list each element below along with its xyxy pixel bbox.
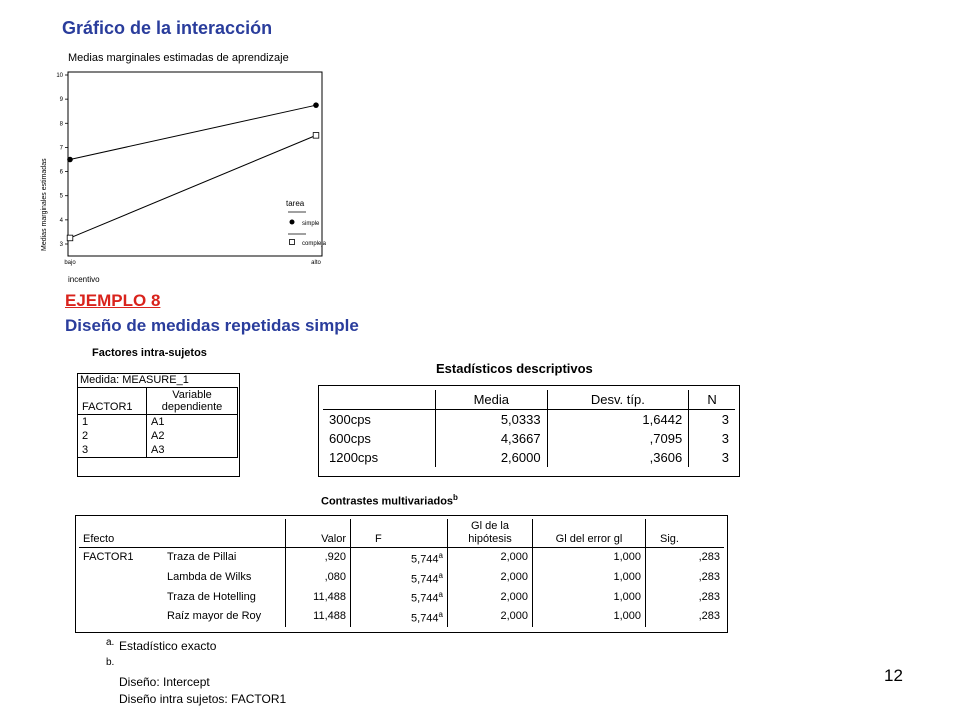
data-point-simple	[67, 157, 73, 163]
multivariados-box	[75, 515, 728, 633]
descriptivos-header-media: Media	[436, 390, 548, 410]
multivariados-title: Contrastes multivariados$^b$	[321, 493, 458, 508]
factores-title: Factores intra-sujetos	[92, 347, 207, 359]
legend-marker-simple	[290, 220, 295, 225]
y-tick-label: 3	[59, 242, 63, 248]
legend-title: tarea	[286, 199, 305, 208]
x-axis-label: incentivo	[68, 275, 100, 284]
table-row: Traza de Hotelling 11,488 5,744$^a$ 2,000 1,000 ,283	[79, 587, 724, 607]
table-row: 300cps 5,0333 1,6442 3	[323, 410, 735, 430]
y-tick-label: 10	[56, 73, 63, 79]
descriptivos-table	[323, 390, 735, 467]
chart-section-title: Gráfico de la interacción	[62, 18, 273, 38]
page-number: 12	[884, 666, 903, 685]
note-a-marker: a.	[106, 637, 115, 648]
mv-header-gl-error: Gl del error gl	[533, 519, 646, 548]
descriptivos-header-n: N	[689, 390, 735, 410]
chart-title: Medias marginales estimadas de aprendizaje	[68, 52, 289, 64]
factores-medida: Medida: MEASURE_1	[80, 374, 189, 386]
table-row: 600cps 4,3667 ,7095 3	[323, 429, 735, 448]
y-axis-label: Medias marginales estimadas	[41, 158, 48, 251]
factores-table	[77, 387, 238, 458]
y-tick-label: 6	[59, 169, 63, 176]
series-line-compleja	[70, 135, 316, 238]
y-tick-label: 4	[59, 217, 63, 224]
interaction-chart	[30, 46, 350, 286]
x-tick-label: bajo	[64, 260, 76, 266]
table-row: 2 A2	[78, 429, 238, 443]
factores-box	[77, 373, 240, 477]
mv-header-efecto: Efecto	[79, 519, 286, 548]
table-row: Raíz mayor de Roy 11,488 5,744$^a$ 2,000 1,000 ,283	[79, 607, 724, 627]
plot-frame	[68, 72, 322, 256]
factores-header-var: Variable dependiente	[147, 388, 238, 415]
y-tick-label: 8	[59, 121, 63, 128]
legend-marker-compleja	[290, 240, 295, 245]
legend-label-compleja: compleja	[302, 241, 327, 247]
table-row: Lambda de Wilks ,080 5,744$^a$ 2,000 1,000 ,283	[79, 568, 724, 588]
y-tick-label: 9	[59, 97, 63, 104]
mv-header-f: F	[351, 519, 448, 548]
table-row: 3 A3	[78, 443, 238, 458]
y-tick-label: 5	[59, 193, 63, 200]
data-point-simple	[313, 102, 319, 108]
table-row: FACTOR1 Traza de Pillai ,920 5,744$^a$ 2,000 1,000 ,283	[79, 548, 724, 568]
descriptivos-title: Estadísticos descriptivos	[436, 361, 593, 376]
note-a-text: Estadístico exacto	[119, 639, 217, 653]
legend-label-simple: simple	[302, 221, 320, 227]
note-b-line2: Diseño intra sujetos: FACTOR1	[119, 692, 287, 706]
table-row: 1200cps 2,6000 ,3606 3	[323, 448, 735, 467]
table-row: 1 A1	[78, 415, 238, 430]
legend	[286, 199, 327, 247]
data-point-compleja	[313, 133, 319, 139]
x-tick-label: alto	[311, 260, 321, 266]
y-tick-label: 7	[59, 145, 63, 152]
example-label: EJEMPLO 8	[65, 291, 161, 310]
note-b-marker: b.	[106, 657, 115, 668]
mv-header-valor: Valor	[286, 519, 351, 548]
multivariados-table	[79, 519, 724, 627]
note-b-line1: Diseño: Intercept	[119, 675, 210, 689]
data-point-compleja	[67, 235, 73, 241]
factores-header-factor: FACTOR1	[78, 388, 147, 415]
mv-header-gl-hip: Gl de la hipótesis	[448, 519, 533, 548]
series-line-simple	[70, 105, 316, 159]
mv-header-sig: Sig.	[646, 519, 725, 548]
design-title: Diseño de medidas repetidas simple	[65, 316, 359, 335]
descriptivos-header-desv: Desv. típ.	[547, 390, 689, 410]
descriptivos-box	[318, 385, 740, 477]
